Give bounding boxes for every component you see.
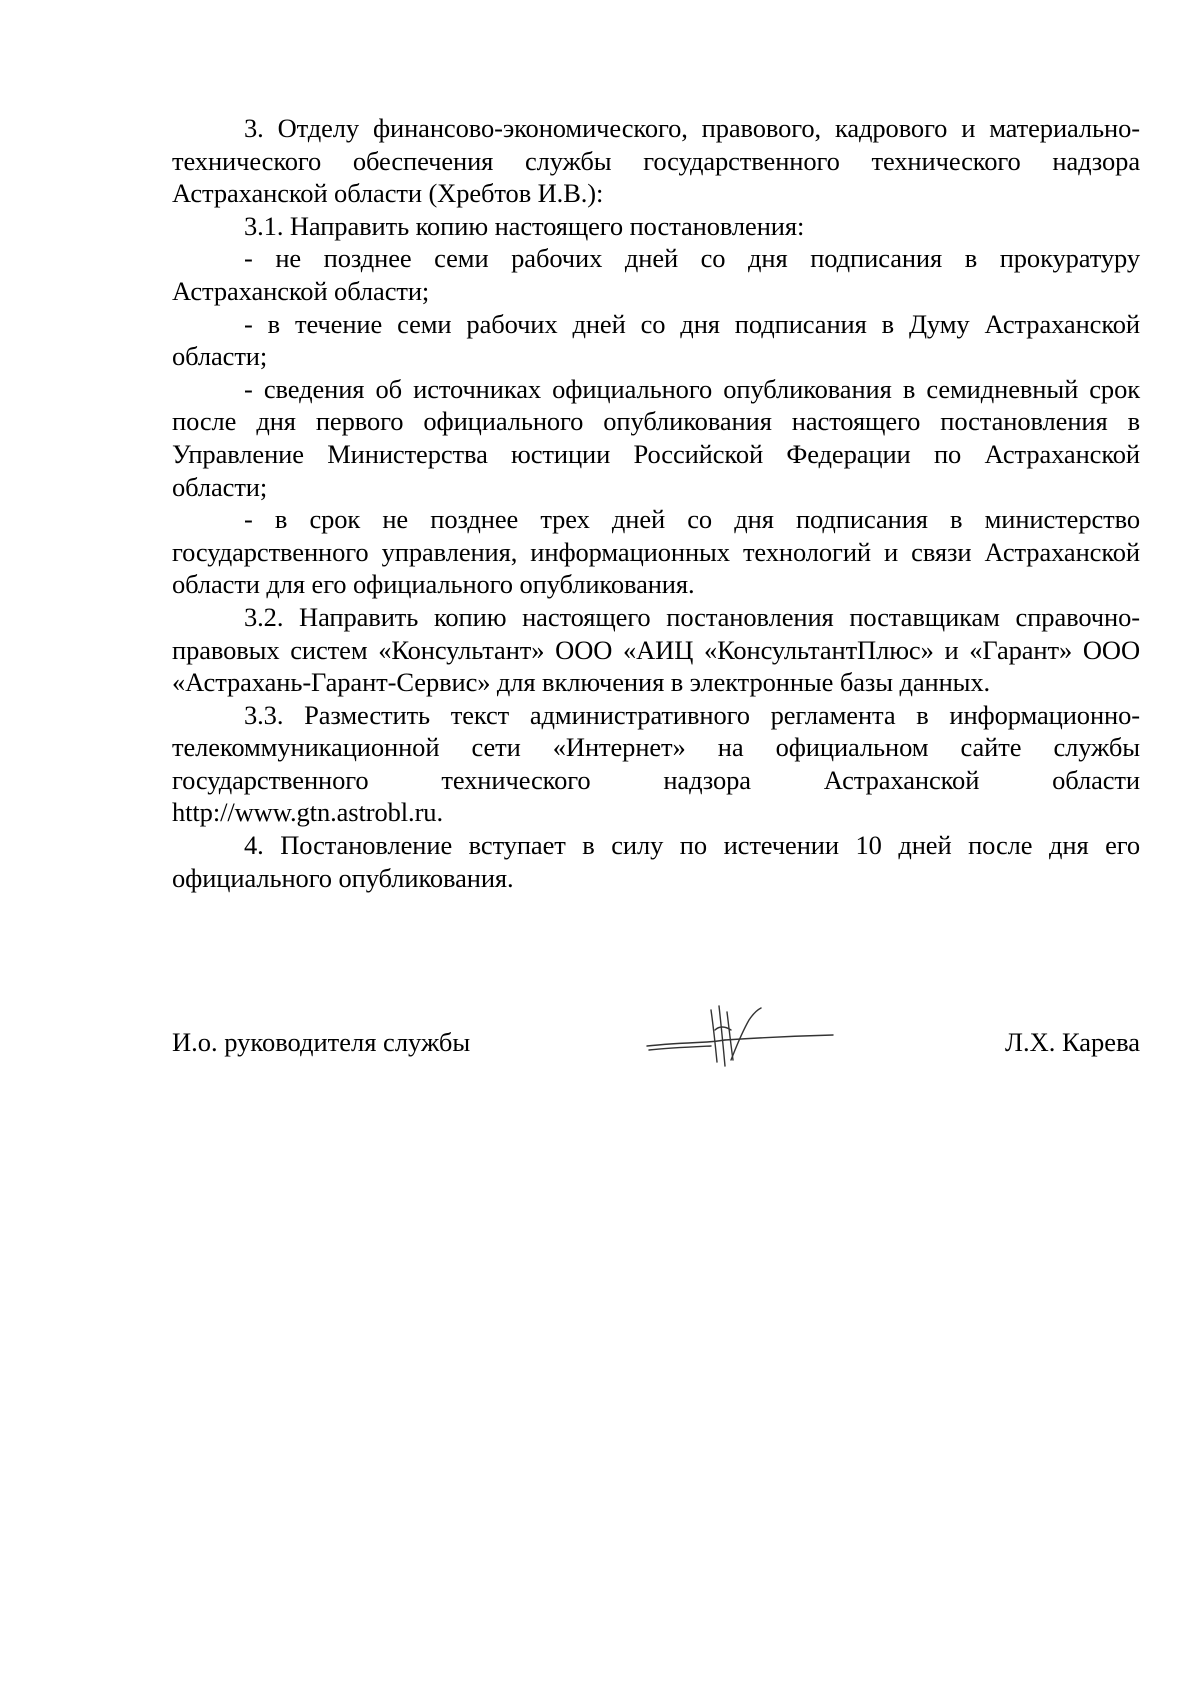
signer-name: Л.Х. Карева [1004, 1027, 1140, 1057]
paragraph-3-3: 3.3. Разместить текст административного регламента в информационно-телекоммуникационной сети «Интернет» на официальном сайте службы государственного технического надзора Астраханской области http://www.gtn.astrobl.ru. [172, 699, 1140, 828]
document-body [172, 112, 1140, 894]
list-item-prosecutor: - не позднее семи рабочих дней со дня подписания в прокуратуру Астраханской области; [172, 243, 1140, 306]
handwritten-signature [645, 990, 835, 1070]
list-item-duma: - в течение семи рабочих дней со дня подписания в Думу Астраханской области; [172, 308, 1140, 372]
paragraph-3: 3. Отделу финансово-экономического, правового, кадрового и материально-технического обеспечения службы государственного технического надзора Астраханской области (Хребтов И.В.): [172, 113, 1140, 209]
list-item-ministry-management: - в срок не позднее трех дней со дня подписания в министерство государственного управления, информационных технологий и связи Астраханской области для его официального опубликования. [172, 504, 1140, 600]
paragraph-3-2: 3.2. Направить копию настоящего постановления поставщикам справочно-правовых систем «Консультант» ООО «АИЦ «КонсультантПлюс» и «Гарант» ООО «Астрахань-Гарант-Сервис» для включения в электронные базы данных. [172, 601, 1140, 698]
paragraph-3-1: 3.1. Направить копию настоящего постановления: [244, 210, 805, 241]
signer-position: И.о. руководителя службы [172, 1027, 471, 1057]
list-item-ministry-justice: - сведения об источниках официального опубликования в семидневный срок после дня первого официального опубликования настоящего постановления в Управление Министерства юстиции Российской Федерации по Астраханской области; [172, 373, 1140, 502]
paragraph-4: 4. Постановление вступает в силу по истечении 10 дней после дня его официального опубликования. [172, 830, 1140, 893]
